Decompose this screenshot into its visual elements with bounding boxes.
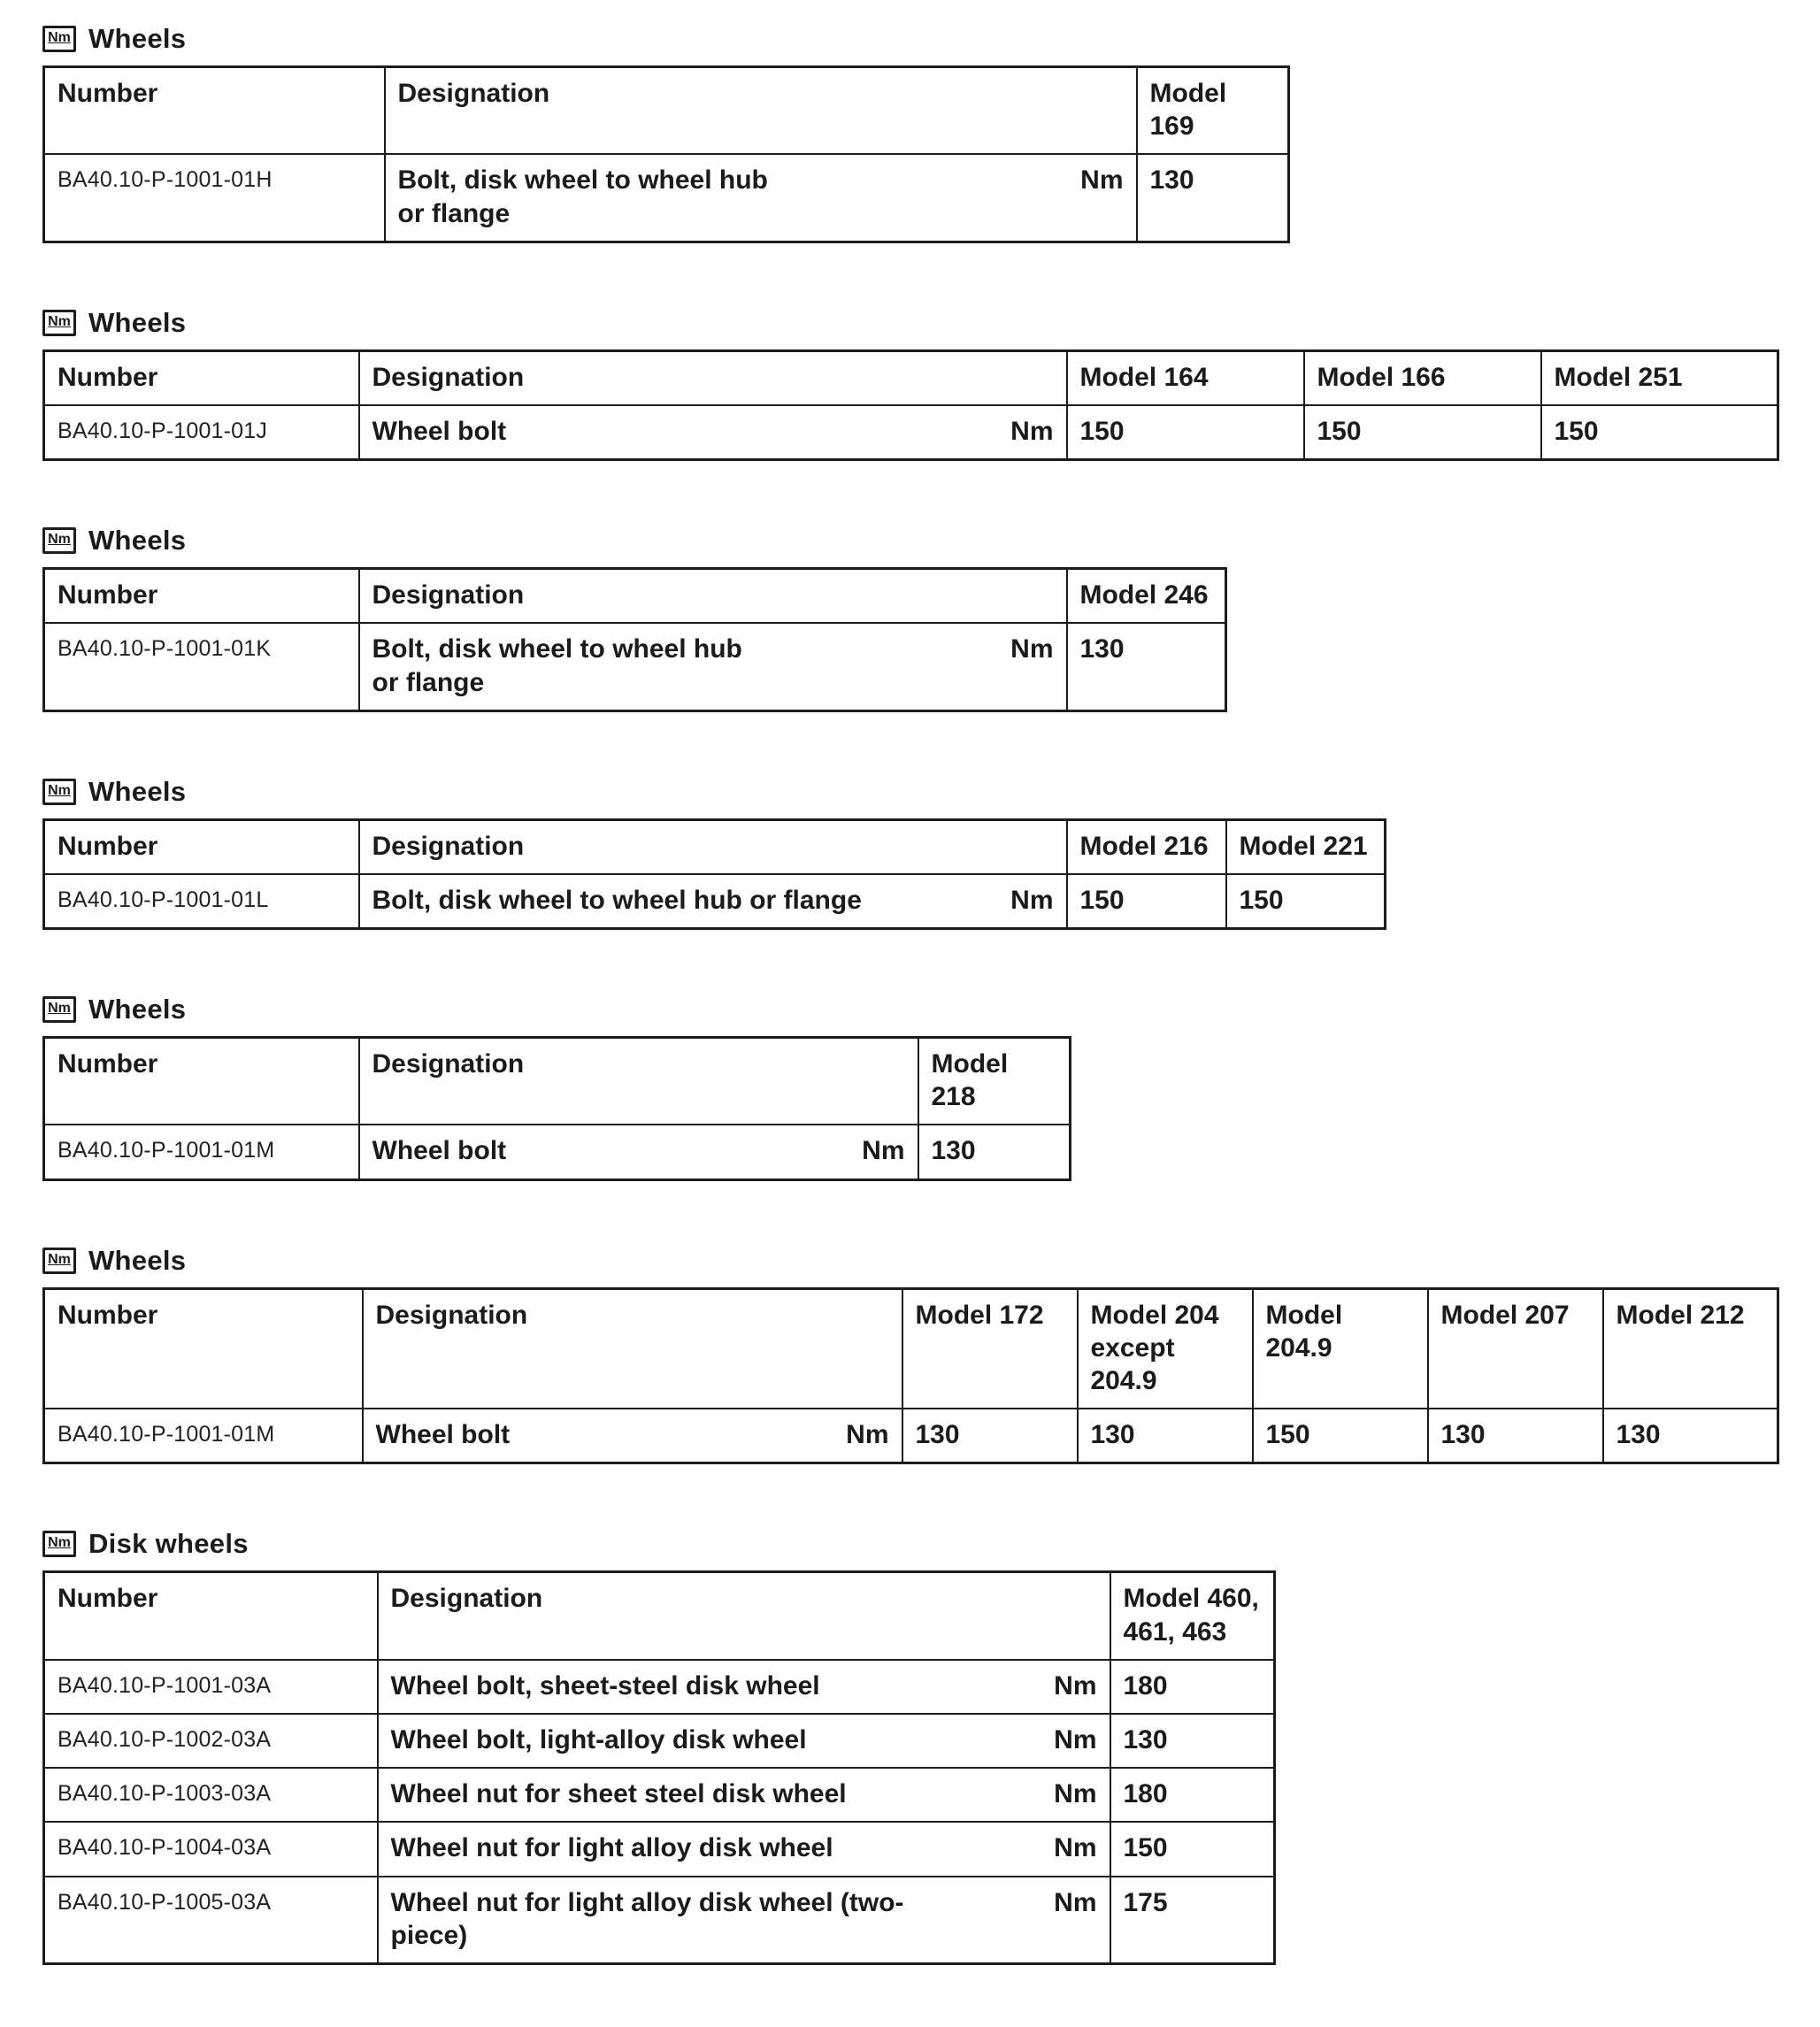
table-row xyxy=(44,405,1778,460)
part-number: BA40.10-P-1001-01J xyxy=(44,405,359,460)
torque-table xyxy=(42,818,1386,930)
table-row xyxy=(44,1660,1275,1714)
column-header-number: Number xyxy=(44,1288,363,1409)
column-header-model: Model 204.9 xyxy=(1253,1288,1428,1409)
part-number: BA40.10-P-1003-03A xyxy=(44,1768,378,1822)
table-row xyxy=(44,623,1226,710)
table-row xyxy=(44,1877,1275,1964)
designation-cell xyxy=(378,1822,1110,1876)
nm-unit-icon: Nm xyxy=(42,1248,76,1274)
section-title: Wheels xyxy=(88,23,187,54)
section-disk-wheels xyxy=(42,1528,1785,1965)
nm-unit-icon: Nm xyxy=(42,996,76,1023)
part-number: BA40.10-P-1001-01K xyxy=(44,623,359,710)
designation-cell xyxy=(385,154,1137,242)
column-header-model: Model 169 xyxy=(1137,67,1289,155)
nm-unit-icon: Nm xyxy=(42,779,76,805)
designation-text: Wheel bolt xyxy=(372,1136,507,1166)
table-header-row xyxy=(44,819,1386,874)
designation-text: Wheel bolt, light-alloy disk wheel xyxy=(390,1724,807,1754)
part-number: BA40.10-P-1001-01M xyxy=(44,1125,359,1179)
table-row xyxy=(44,1125,1071,1179)
column-header-model: Model 166 xyxy=(1304,350,1541,405)
nm-unit-icon: Nm xyxy=(42,1531,76,1557)
torque-value: 150 xyxy=(1304,405,1541,460)
section-header xyxy=(42,1245,1785,1277)
table-header-row xyxy=(44,569,1226,624)
designation-text: Bolt, disk wheel to wheel hub or flange xyxy=(397,165,768,228)
column-header-model: Model 164 xyxy=(1067,350,1304,405)
nm-unit-icon: Nm xyxy=(42,310,76,336)
table-header-row xyxy=(44,350,1778,405)
torque-table xyxy=(42,65,1290,243)
unit-label: Nm xyxy=(1010,885,1054,915)
torque-table xyxy=(42,1570,1276,1965)
column-header-number: Number xyxy=(44,819,359,874)
column-header-model: Model 246 xyxy=(1067,569,1226,624)
designation-cell xyxy=(359,1125,918,1179)
unit-label: Nm xyxy=(1054,1833,1097,1863)
part-number: BA40.10-P-1004-03A xyxy=(44,1822,378,1876)
torque-value: 150 xyxy=(1541,405,1778,460)
designation-text: Bolt, disk wheel to wheel hub or flange xyxy=(372,885,862,915)
unit-label: Nm xyxy=(1054,1670,1097,1701)
torque-value: 130 xyxy=(1428,1409,1603,1463)
section-header xyxy=(42,1528,1785,1560)
unit-label: Nm xyxy=(1080,165,1124,196)
designation-text: Wheel nut for light alloy disk wheel xyxy=(390,1833,833,1863)
designation-text: Wheel bolt xyxy=(372,416,507,446)
section-title: Disk wheels xyxy=(88,1528,249,1560)
designation-cell xyxy=(378,1768,1110,1822)
column-header-model: Model 251 xyxy=(1541,350,1778,405)
section-title: Wheels xyxy=(88,994,187,1025)
table-header-row xyxy=(44,1572,1275,1660)
table-row xyxy=(44,874,1386,929)
section-title: Wheels xyxy=(88,775,187,807)
designation-text: Bolt, disk wheel to wheel hub or flange xyxy=(372,634,742,697)
column-header-model: Model 212 xyxy=(1603,1288,1778,1409)
part-number: BA40.10-P-1001-01M xyxy=(44,1409,363,1463)
table-row xyxy=(44,1409,1778,1463)
section-wheels-6 xyxy=(42,1245,1785,1465)
torque-value: 130 xyxy=(1078,1409,1253,1463)
section-wheels-3 xyxy=(42,525,1785,712)
table-row xyxy=(44,1768,1275,1822)
torque-value: 130 xyxy=(1603,1409,1778,1463)
designation-cell xyxy=(359,623,1067,710)
column-header-number: Number xyxy=(44,1038,359,1125)
column-header-designation: Designation xyxy=(363,1288,902,1409)
table-header-row xyxy=(44,67,1289,155)
torque-value: 130 xyxy=(1137,154,1289,242)
unit-label: Nm xyxy=(846,1420,889,1450)
section-header xyxy=(42,307,1785,339)
torque-value: 130 xyxy=(1067,623,1226,710)
designation-text: Wheel bolt, sheet-steel disk wheel xyxy=(390,1670,820,1701)
column-header-designation: Designation xyxy=(359,819,1067,874)
column-header-model: Model 207 xyxy=(1428,1288,1603,1409)
column-header-model: Model 221 xyxy=(1226,819,1386,874)
designation-text: Wheel bolt xyxy=(375,1420,511,1450)
torque-value: 175 xyxy=(1110,1877,1275,1964)
part-number: BA40.10-P-1001-01L xyxy=(44,874,359,929)
column-header-number: Number xyxy=(44,569,359,624)
section-wheels-5 xyxy=(42,994,1785,1181)
unit-label: Nm xyxy=(862,1136,905,1166)
column-header-designation: Designation xyxy=(359,1038,918,1125)
column-header-model: Model 218 xyxy=(918,1038,1071,1125)
section-wheels-1 xyxy=(42,23,1785,243)
torque-value: 130 xyxy=(1110,1714,1275,1768)
nm-unit-icon: Nm xyxy=(42,26,76,52)
torque-value: 180 xyxy=(1110,1660,1275,1714)
designation-cell xyxy=(359,874,1067,929)
column-header-number: Number xyxy=(44,350,359,405)
designation-cell xyxy=(363,1409,902,1463)
torque-table xyxy=(42,1036,1071,1181)
designation-cell xyxy=(378,1714,1110,1768)
column-header-number: Number xyxy=(44,67,385,155)
column-header-model: Model 172 xyxy=(902,1288,1078,1409)
section-header xyxy=(42,23,1785,55)
unit-label: Nm xyxy=(1010,416,1054,446)
torque-value: 150 xyxy=(1067,874,1226,929)
part-number: BA40.10-P-1002-03A xyxy=(44,1714,378,1768)
torque-value: 150 xyxy=(1253,1409,1428,1463)
designation-cell xyxy=(378,1877,1110,1964)
torque-value: 150 xyxy=(1067,405,1304,460)
section-header xyxy=(42,776,1785,808)
designation-text: Wheel nut for sheet steel disk wheel xyxy=(390,1779,847,1809)
unit-label: Nm xyxy=(1054,1887,1097,1917)
designation-cell xyxy=(359,405,1067,460)
torque-table xyxy=(42,567,1227,712)
column-header-model: Model 216 xyxy=(1067,819,1226,874)
torque-value: 130 xyxy=(918,1125,1071,1179)
table-row xyxy=(44,1822,1275,1876)
section-title: Wheels xyxy=(88,525,187,557)
table-row xyxy=(44,154,1289,242)
section-wheels-2 xyxy=(42,307,1785,461)
column-header-designation: Designation xyxy=(378,1572,1110,1660)
part-number: BA40.10-P-1001-03A xyxy=(44,1660,378,1714)
nm-unit-icon: Nm xyxy=(42,527,76,554)
section-wheels-4 xyxy=(42,776,1785,930)
unit-label: Nm xyxy=(1010,634,1054,664)
torque-table xyxy=(42,349,1779,461)
column-header-model: Model 204 except 204.9 xyxy=(1078,1288,1253,1409)
section-header xyxy=(42,525,1785,557)
torque-value: 180 xyxy=(1110,1768,1275,1822)
table-header-row xyxy=(44,1038,1071,1125)
torque-table xyxy=(42,1287,1779,1465)
part-number: BA40.10-P-1001-01H xyxy=(44,154,385,242)
column-header-number: Number xyxy=(44,1572,378,1660)
torque-value: 150 xyxy=(1110,1822,1275,1876)
unit-label: Nm xyxy=(1054,1724,1097,1754)
torque-value: 150 xyxy=(1226,874,1386,929)
table-row xyxy=(44,1714,1275,1768)
unit-label: Nm xyxy=(1054,1779,1097,1809)
designation-text: Wheel nut for light alloy disk wheel (two-piece) xyxy=(390,1887,904,1950)
section-title: Wheels xyxy=(88,1244,187,1276)
section-title: Wheels xyxy=(88,306,187,338)
part-number: BA40.10-P-1005-03A xyxy=(44,1877,378,1964)
column-header-designation: Designation xyxy=(385,67,1137,155)
torque-value: 130 xyxy=(902,1409,1078,1463)
table-header-row xyxy=(44,1288,1778,1409)
column-header-designation: Designation xyxy=(359,350,1067,405)
designation-cell xyxy=(378,1660,1110,1714)
section-header xyxy=(42,994,1785,1025)
column-header-model: Model 460, 461, 463 xyxy=(1110,1572,1275,1660)
column-header-designation: Designation xyxy=(359,569,1067,624)
